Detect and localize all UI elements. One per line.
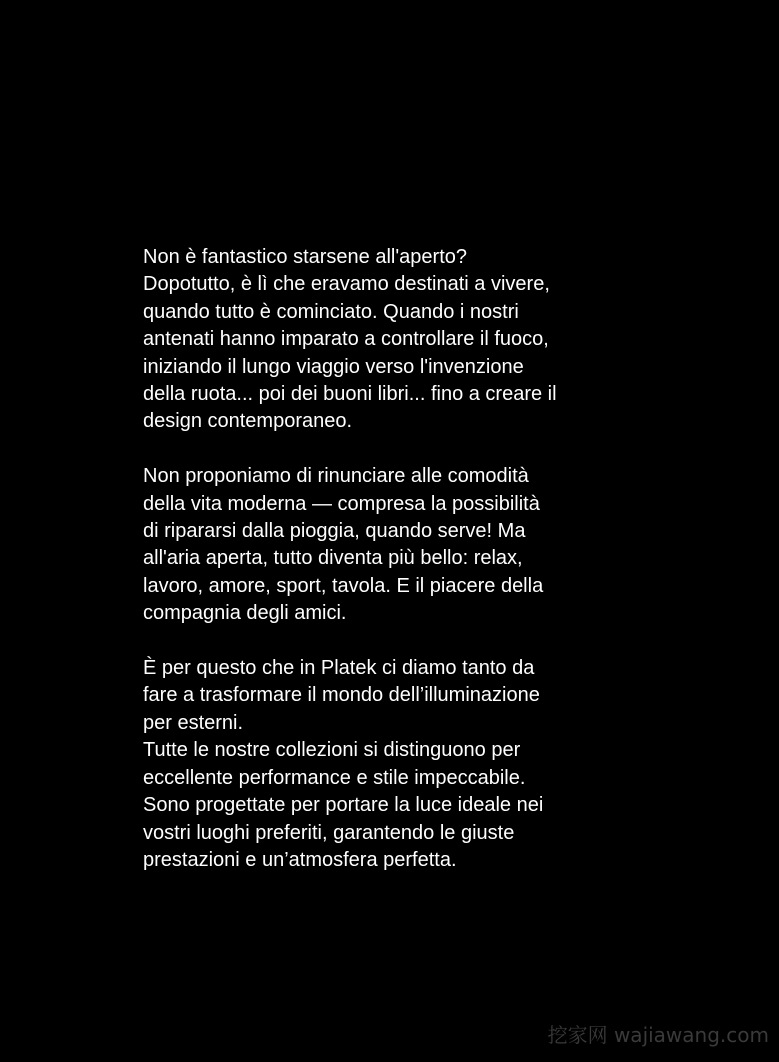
body-text [143,244,663,874]
text-line: eccellente performance e stile impeccabile. [143,766,526,789]
text-line: Non è fantastico starsene all'aperto? [143,246,468,268]
paragraph-3 [143,655,663,874]
paragraph-2 [143,463,663,627]
text-line: quando tutto è cominciato. Quando i nostri [143,300,519,323]
text-line: Sono progettate per portare la luce ideale nei [143,794,544,817]
text-line: vostri luoghi preferiti, garantendo le giuste [143,821,515,844]
watermark-text: 挖家网 wajiawang.com [547,1023,769,1047]
text-line: per esterni. [143,711,244,734]
paragraph-1 [143,244,663,436]
text-line: iniziando il lungo viaggio verso l'invenzione [143,355,524,378]
text-line: della vita moderna — compresa la possibilità [143,492,540,515]
text-line: all'aria aperta, tutto diventa più bello: relax, [143,547,523,570]
text-line: fare a trasformare il mondo dell’illuminazione [143,684,540,707]
text-line: lavoro, amore, sport, tavola. E il piacere della [143,574,544,597]
text-line: di ripararsi dalla pioggia, quando serve! Ma [143,520,526,543]
text-line: prestazioni e un’atmosfera perfetta. [143,848,457,871]
text-line: antenati hanno imparato a controllare il fuoco, [143,328,549,351]
text-line: compagnia degli amici. [143,602,347,625]
text-line: della ruota... poi dei buoni libri... fino a creare il [143,383,557,406]
text-line: Tutte le nostre collezioni si distinguono per [143,739,521,762]
text-line: È per questo che in Platek ci diamo tanto da [143,657,535,680]
text-line: Dopotutto, è lì che eravamo destinati a vivere, [143,273,550,296]
text-line: design contemporaneo. [143,410,353,433]
text-line: Non proponiamo di rinunciare alle comodità [143,465,529,488]
